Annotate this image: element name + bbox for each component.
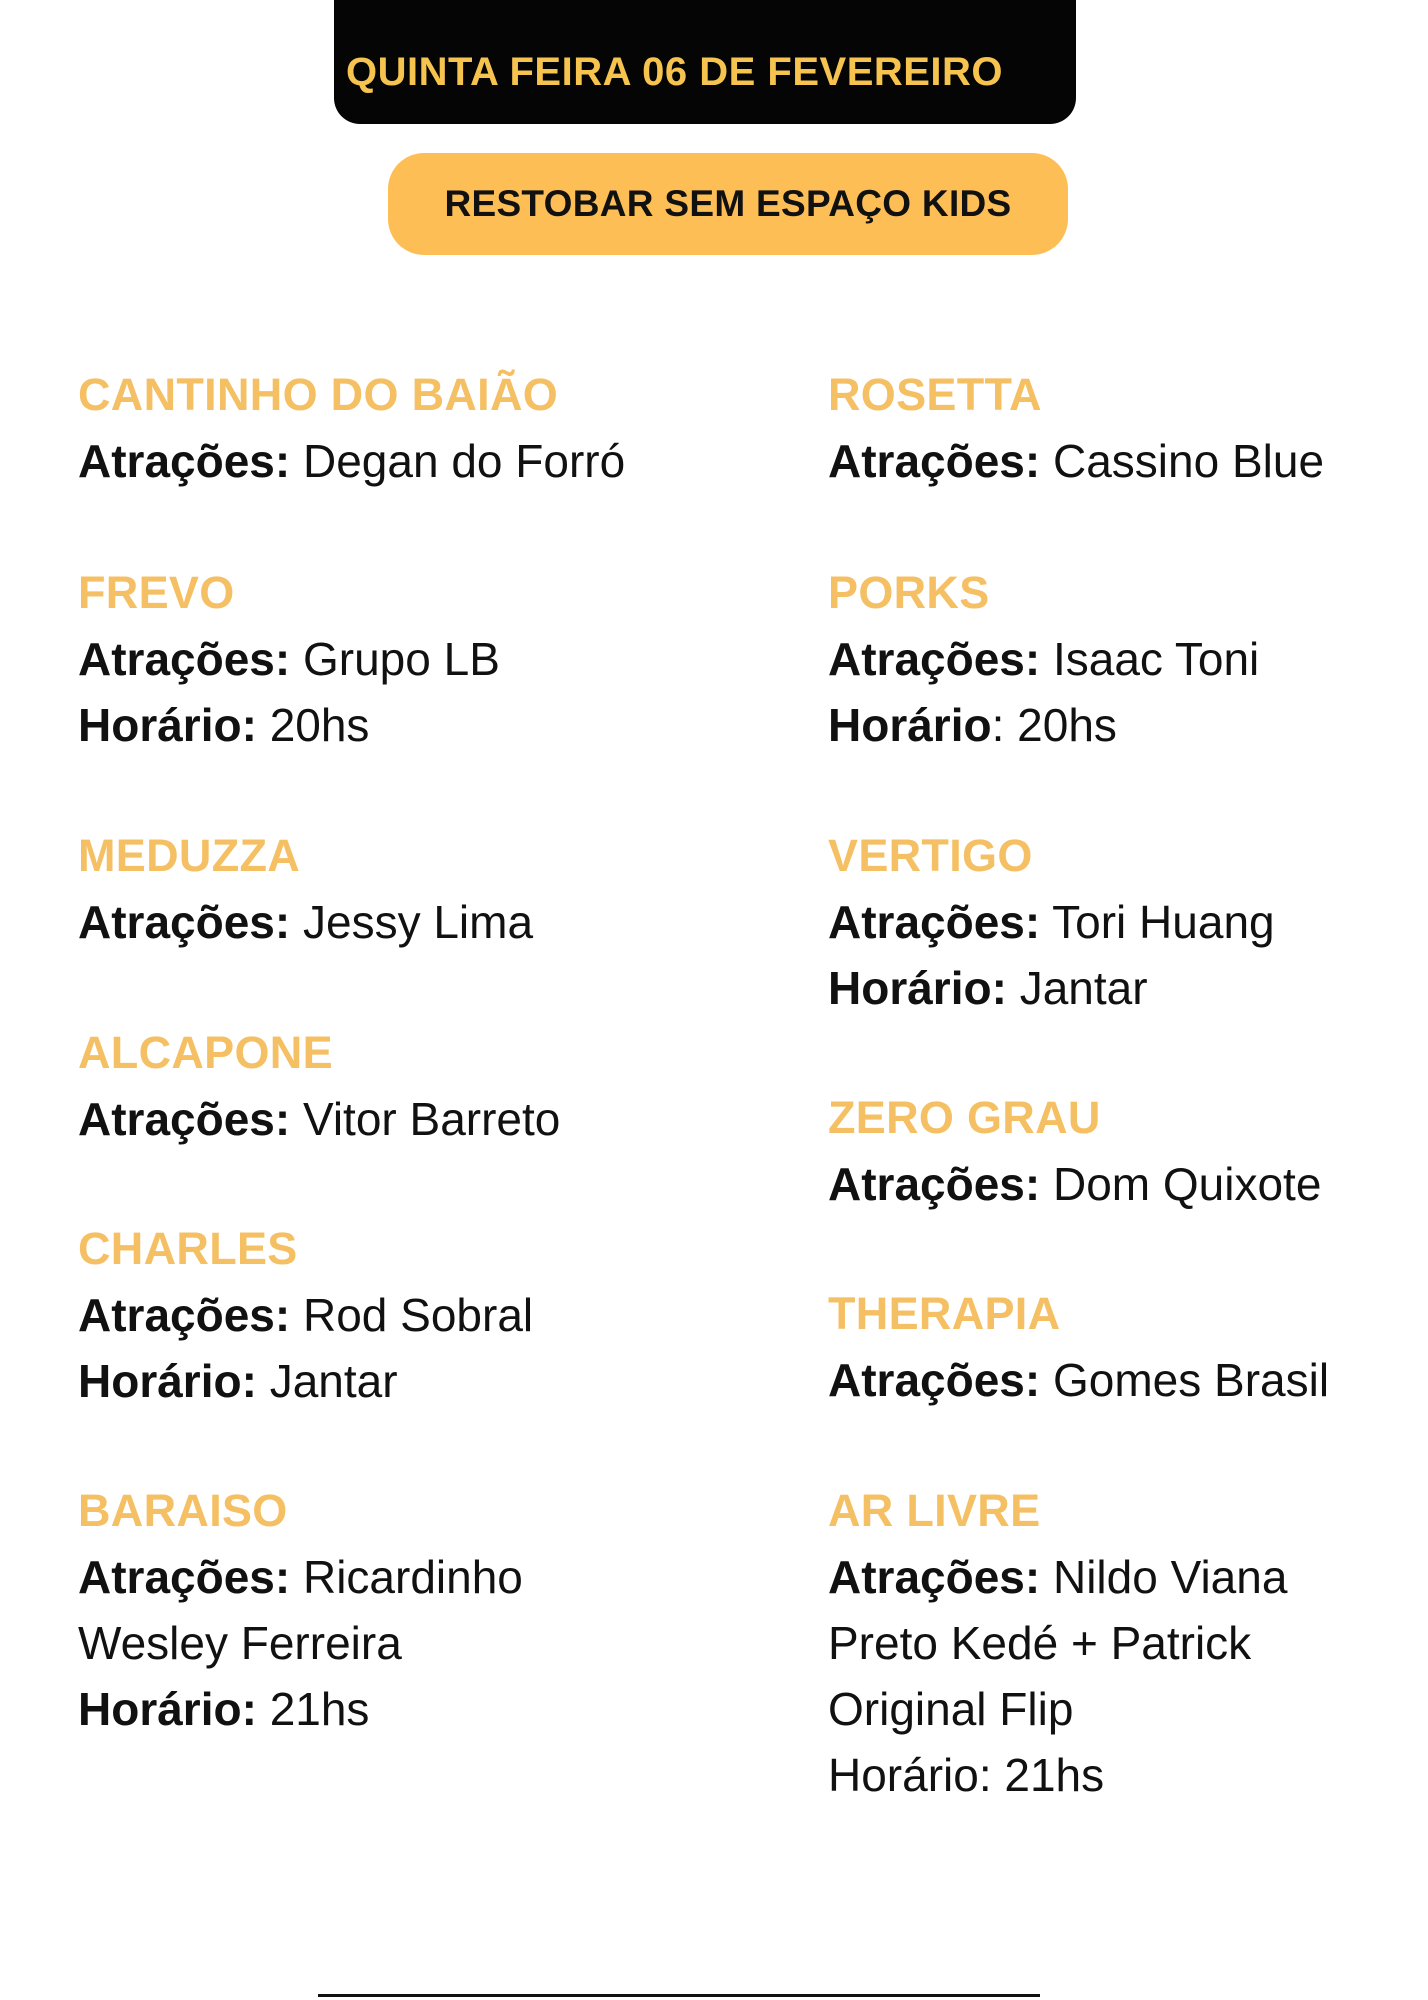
event-date-title: QUINTA FEIRA 06 DE FEVEREIRO [346, 50, 1004, 94]
attractions-line [828, 428, 1428, 494]
venue-alcapone [78, 1020, 698, 1152]
attractions-line [828, 626, 1428, 692]
time-line [828, 692, 1428, 758]
attractions-label: Atrações: [828, 633, 1041, 685]
attractions-label: Atrações: [828, 1354, 1041, 1406]
attractions-value: Nildo Viana [1052, 1551, 1288, 1603]
venue-name: ALCAPONE [78, 1027, 333, 1078]
attractions-label: Atrações: [78, 896, 291, 948]
attractions-line [828, 1347, 1428, 1413]
venue-rosetta [828, 362, 1428, 494]
venue-name: MEDUZZA [78, 830, 301, 881]
attractions-line [78, 626, 698, 692]
attractions-value: Jessy Lima [302, 896, 534, 948]
attractions-line [78, 428, 698, 494]
time-line [828, 955, 1428, 1021]
attractions-value: Degan do Forró [302, 435, 626, 487]
time-value: Jantar [1019, 962, 1148, 1014]
attractions-continued: Original Flip [828, 1683, 1074, 1735]
venue-name: CHARLES [78, 1223, 298, 1274]
venue-name: THERAPIA [828, 1288, 1061, 1339]
time-value: 20hs [269, 699, 370, 751]
attractions-value: Dom Quixote [1052, 1158, 1322, 1210]
attractions-line [828, 889, 1428, 955]
attractions-label: Atrações: [828, 896, 1041, 948]
venue-name: ROSETTA [828, 369, 1042, 420]
time-separator: : [991, 699, 1018, 751]
attractions-value: Vitor Barreto [302, 1093, 561, 1145]
time-label: Horário [828, 699, 992, 751]
venue-name: FREVO [78, 567, 235, 618]
attractions-line [78, 1544, 698, 1610]
venue-name: VERTIGO [828, 830, 1033, 881]
venue-cantinho-do-baiao [78, 362, 698, 494]
attractions-label: Atrações: [78, 1551, 291, 1603]
attractions-value: Cassino Blue [1052, 435, 1325, 487]
restobar-badge-label: RESTOBAR SEM ESPAÇO KIDS [444, 183, 1012, 224]
attractions-line [78, 889, 698, 955]
venue-name: PORKS [828, 567, 990, 618]
venue-name: CANTINHO DO BAIÃO [78, 369, 559, 420]
attractions-label: Atrações: [78, 633, 291, 685]
venue-vertigo [828, 823, 1428, 1021]
time-label: Horário: [78, 1355, 257, 1407]
venue-therapia [828, 1281, 1428, 1413]
time-label: Horário: [78, 699, 257, 751]
attractions-value: Gomes Brasil [1052, 1354, 1330, 1406]
attractions-label: Atrações: [828, 435, 1041, 487]
time-line [78, 1676, 698, 1742]
time-label: Horário: [78, 1683, 257, 1735]
attractions-value: Tori Huang [1052, 896, 1275, 948]
time-line [78, 1348, 698, 1414]
venue-zero-grau [828, 1085, 1428, 1217]
venue-name: AR LIVRE [828, 1485, 1041, 1536]
attractions-label: Atrações: [78, 1289, 291, 1341]
attractions-continued: Wesley Ferreira [78, 1617, 402, 1669]
restobar-badge [388, 153, 1068, 255]
venue-name: ZERO GRAU [828, 1092, 1101, 1143]
attractions-line [828, 1544, 1428, 1610]
time-label: Horário: [828, 962, 1007, 1014]
time-value: 20hs [1017, 699, 1117, 751]
attractions-value: Ricardinho [302, 1551, 523, 1603]
venue-ar-livre [828, 1478, 1428, 1808]
bottom-divider [318, 1994, 1040, 1997]
time-value: 21hs [269, 1683, 370, 1735]
venue-baraiso [78, 1478, 698, 1742]
attractions-line [828, 1151, 1428, 1217]
venue-charles [78, 1216, 698, 1414]
venue-meduzza [78, 823, 698, 955]
attractions-continued: Preto Kedé + Patrick [828, 1617, 1252, 1669]
time-line [78, 692, 698, 758]
attractions-label: Atrações: [78, 435, 291, 487]
attractions-label: Atrações: [78, 1093, 291, 1145]
venue-name: BARAISO [78, 1485, 288, 1536]
attractions-line [78, 1282, 698, 1348]
attractions-value: Rod Sobral [302, 1289, 534, 1341]
venue-porks [828, 560, 1428, 758]
venue-frevo [78, 560, 698, 758]
attractions-label: Atrações: [828, 1551, 1041, 1603]
attractions-value: Isaac Toni [1052, 633, 1260, 685]
attractions-value: Grupo LB [302, 633, 500, 685]
time-line-plain: Horário: 21hs [828, 1749, 1105, 1801]
attractions-line [78, 1086, 698, 1152]
time-value: Jantar [269, 1355, 398, 1407]
attractions-label: Atrações: [828, 1158, 1041, 1210]
